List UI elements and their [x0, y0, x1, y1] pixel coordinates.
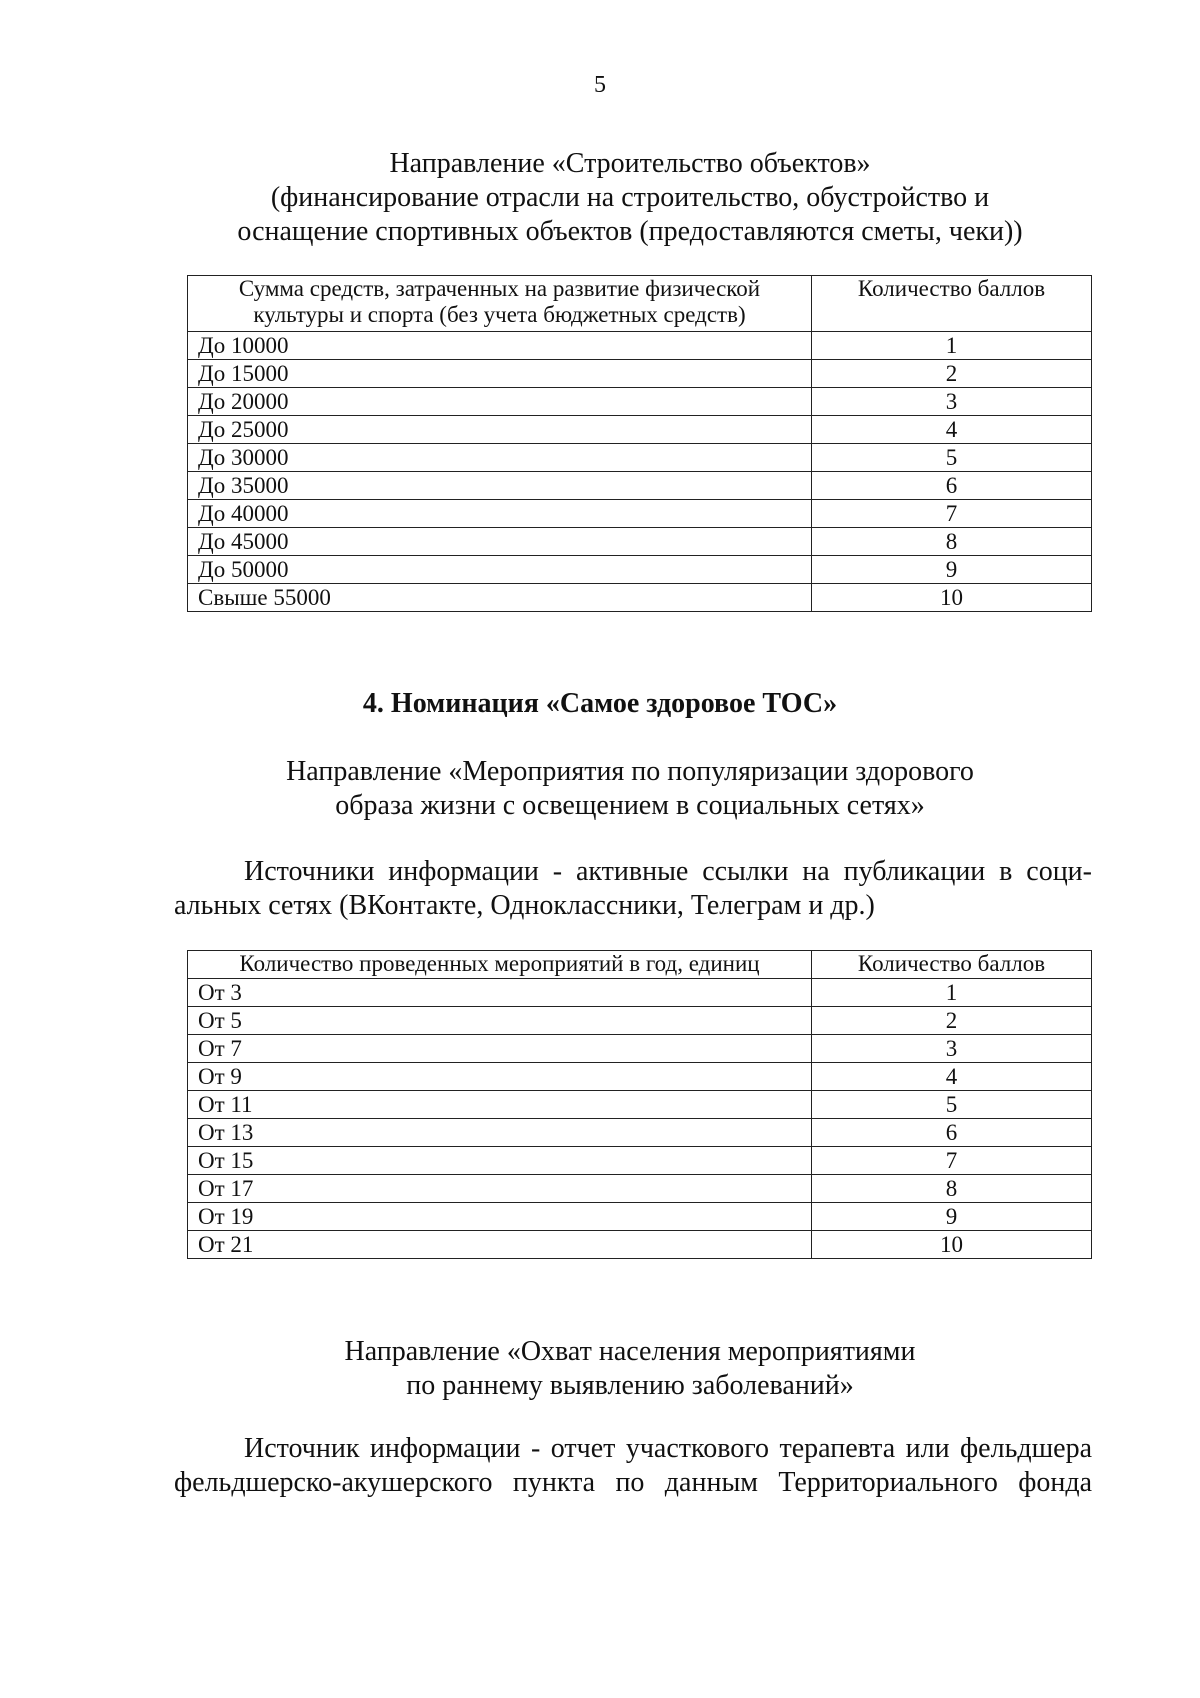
table-cell: 5: [812, 1091, 1092, 1119]
table-cell: 1: [812, 979, 1092, 1007]
table-cell: 7: [812, 500, 1092, 528]
table-row: [188, 584, 1092, 612]
table-row: [188, 528, 1092, 556]
table-row: [188, 1091, 1092, 1119]
table-cell: 8: [812, 528, 1092, 556]
paragraph-line: Источник информации - отчет участкового терапевта или фельдшера: [244, 1433, 1092, 1464]
table-cell: 1: [812, 332, 1092, 360]
paragraph-line: фельдшерско-акушерского пункта по данным Территориального фонда: [174, 1467, 1092, 1498]
table-row: [188, 1007, 1092, 1035]
table-cell: 3: [812, 388, 1092, 416]
table-row: [188, 1035, 1092, 1063]
events-points-table: [187, 950, 1092, 1259]
table-cell: До 40000: [188, 500, 812, 528]
section3-title-line: по раннему выявлению заболеваний»: [406, 1370, 854, 1401]
construction-points-table: [187, 275, 1092, 612]
table-cell: 2: [812, 1007, 1092, 1035]
section1-title-line: (финансирование отрасли на строительство, обустройство и: [270, 182, 990, 213]
table-cell: От 17: [188, 1175, 812, 1203]
table-cell: До 30000: [188, 444, 812, 472]
table-row: [188, 1231, 1092, 1259]
table-row: [188, 1175, 1092, 1203]
table-header-row: [188, 951, 1092, 979]
table-cell: От 5: [188, 1007, 812, 1035]
table-cell: От 9: [188, 1063, 812, 1091]
section2-title-line: Направление «Мероприятия по популяризации здорового: [286, 756, 974, 787]
table-cell: 4: [812, 1063, 1092, 1091]
table-cell: До 50000: [188, 556, 812, 584]
table-cell: 6: [812, 472, 1092, 500]
table-header-cell: Количество баллов: [812, 276, 1092, 332]
section1-title-line: оснащение спортивных объектов (предоставляются сметы, чеки)): [237, 216, 1023, 247]
table-cell: 5: [812, 444, 1092, 472]
section2-source-paragraph: [174, 855, 1092, 923]
table-row: [188, 444, 1092, 472]
nomination-heading: 4. Номинация «Самое здоровое ТОС»: [362, 688, 838, 719]
table-cell: От 13: [188, 1119, 812, 1147]
table-cell: 9: [812, 1203, 1092, 1231]
table-row: [188, 1119, 1092, 1147]
table-cell: 10: [812, 1231, 1092, 1259]
paragraph-line: альных сетях (ВКонтакте, Одноклассники, Телеграм и др.): [174, 890, 875, 921]
section3-title-line: Направление «Охват населения мероприятиями: [344, 1336, 916, 1367]
table-cell: От 3: [188, 979, 812, 1007]
table-row: [188, 556, 1092, 584]
table-cell: 3: [812, 1035, 1092, 1063]
table-row: [188, 1063, 1092, 1091]
table-cell: 4: [812, 416, 1092, 444]
table-cell: 9: [812, 556, 1092, 584]
table-row: [188, 1147, 1092, 1175]
section3-title: [170, 1335, 1090, 1403]
table-row: [188, 388, 1092, 416]
section3-source-paragraph: [174, 1432, 1092, 1500]
table-row: [188, 979, 1092, 1007]
table-cell: 8: [812, 1175, 1092, 1203]
table-cell: До 15000: [188, 360, 812, 388]
table-cell: От 7: [188, 1035, 812, 1063]
page-number: 5: [594, 72, 606, 98]
section2-title-line: образа жизни с освещением в социальных сетях»: [335, 790, 925, 821]
section1-title: [170, 147, 1090, 249]
table-header-cell: Количество баллов: [812, 951, 1092, 979]
table-cell: До 35000: [188, 472, 812, 500]
table-cell: До 10000: [188, 332, 812, 360]
table-header-cell: Сумма средств, затраченных на развитие физической культуры и спорта (без учета бюджетных средств): [188, 276, 812, 332]
section1-title-line: Направление «Строительство объектов»: [389, 148, 871, 179]
table-cell: От 15: [188, 1147, 812, 1175]
table-row: [188, 500, 1092, 528]
table-row: [188, 1203, 1092, 1231]
table-header-cell: Количество проведенных мероприятий в год, единиц: [188, 951, 812, 979]
table-row: [188, 472, 1092, 500]
table-row: [188, 360, 1092, 388]
table-cell: До 45000: [188, 528, 812, 556]
table-cell: От 21: [188, 1231, 812, 1259]
table-header-row: [188, 276, 1092, 332]
paragraph-line: Источники информации - активные ссылки на публикации в соци-: [244, 856, 1092, 887]
table-cell: До 25000: [188, 416, 812, 444]
table-cell: 2: [812, 360, 1092, 388]
table-cell: 7: [812, 1147, 1092, 1175]
table-cell: 10: [812, 584, 1092, 612]
table-row: [188, 332, 1092, 360]
section2-title: [170, 755, 1090, 823]
table-cell: От 11: [188, 1091, 812, 1119]
table-row: [188, 416, 1092, 444]
table-cell: 6: [812, 1119, 1092, 1147]
table-cell: Свыше 55000: [188, 584, 812, 612]
table-cell: До 20000: [188, 388, 812, 416]
table-cell: От 19: [188, 1203, 812, 1231]
